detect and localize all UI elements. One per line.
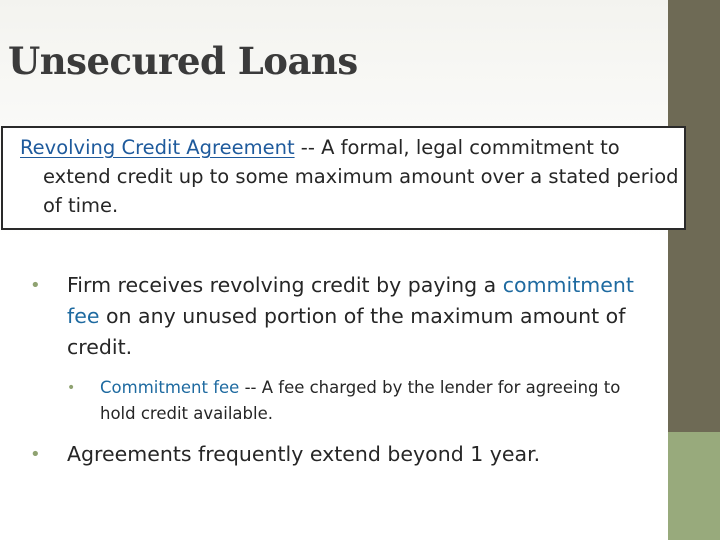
sub-bullet-commitment-fee-definition xyxy=(67,375,660,427)
sub-bullet-highlight-term: Commitment fee xyxy=(100,378,240,397)
bullet-list xyxy=(30,270,660,470)
bullet-dot-icon: • xyxy=(30,275,41,296)
bullet-text-after: on any unused portion of the maximum amount of credit. xyxy=(67,304,626,359)
decorative-side-bar-accent xyxy=(668,432,720,540)
definition-text xyxy=(20,133,683,220)
slide-title: Unsecured Loans xyxy=(8,39,358,83)
sub-bullet-list xyxy=(67,375,660,427)
bullet-item-agreement-duration xyxy=(30,439,660,470)
sub-bullet-dot-icon: • xyxy=(67,380,76,396)
bullet-highlight-commitment-fee: commitment fee xyxy=(67,273,634,328)
sub-bullet-text: -- A fee charged by the lender for agreeing to hold credit available. xyxy=(100,378,621,423)
bullet-text: Agreements frequently extend beyond 1 year. xyxy=(67,442,541,466)
bullet-dot-icon: • xyxy=(30,444,41,465)
bullet-text-before: Firm receives revolving credit by paying a xyxy=(67,273,503,297)
definition-term: Revolving Credit Agreement xyxy=(20,136,295,159)
definition-body: -- A formal, legal commitment to extend credit up to some maximum amount over a stated period of time. xyxy=(43,136,679,217)
bullet-item-revolving-credit xyxy=(30,270,660,427)
